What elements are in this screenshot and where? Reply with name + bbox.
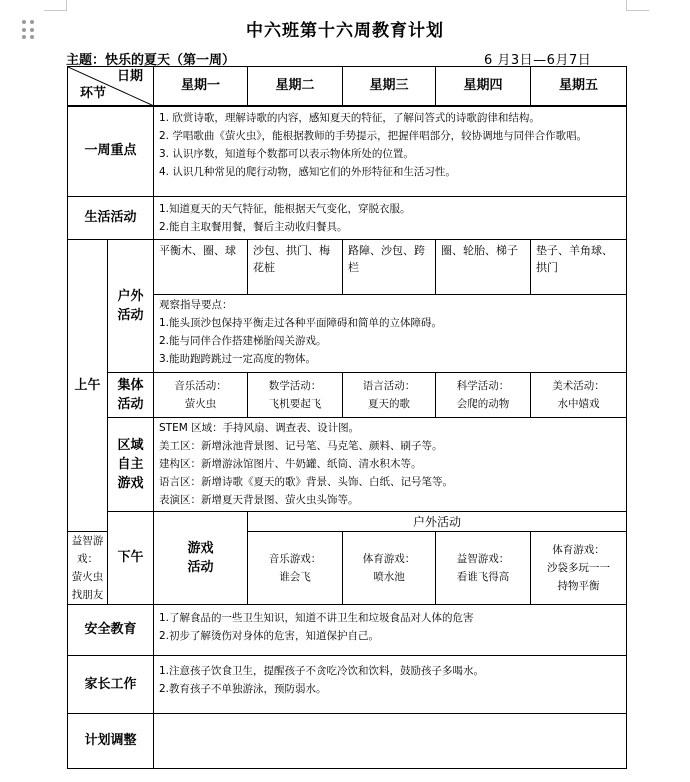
group-activity-cell (343, 373, 436, 418)
game-cell (531, 532, 627, 605)
guidance-line: 观察指导要点： (159, 299, 233, 311)
game-subject: 益智游戏： (71, 535, 104, 565)
safety-row (68, 605, 627, 656)
parents-row (68, 656, 627, 714)
day-wednesday: 星期三 (343, 67, 436, 106)
corner-segment-label: 环节 (80, 85, 107, 101)
region-line: 语言区：新增诗歌《夏天的歌》背景、头饰、白纸、记号笔等。 (159, 476, 453, 488)
game-topic: 看谁飞得高 (456, 571, 510, 583)
activity-subject: 语言活动： (362, 380, 416, 392)
outdoor-label (108, 240, 154, 373)
safety-content (154, 605, 627, 656)
region-line: STEM 区域：手持风扇、调查表、设计图。 (159, 422, 360, 434)
life-content (154, 197, 627, 240)
afternoon-outdoor-header: 户外活动 (248, 512, 627, 532)
equipment-cell (248, 240, 343, 295)
equipment-text: 沙包、拱门、梅花桩 (253, 244, 330, 274)
equipment-text: 圈、轮胎、梯子 (441, 244, 518, 257)
regions-content (154, 418, 627, 512)
safety-line: 2.初步了解烫伤对身体的危害，知道保护自己。 (159, 630, 380, 642)
regions-row (68, 418, 627, 512)
activity-subject: 音乐活动： (174, 380, 227, 392)
weekly-focus-content (154, 106, 627, 197)
plan-table (67, 66, 627, 769)
game-subject: 体育游戏： (552, 544, 605, 556)
life-line: 1.知道夏天的天气特征，能根据天气变化，穿脱衣服。 (159, 203, 411, 215)
theme-line: 主题：快乐的夏天（第一周） (66, 53, 236, 68)
game-cell (436, 532, 531, 605)
group-activity-cell (248, 373, 343, 418)
corner-cell (68, 67, 154, 106)
game-cell (248, 532, 343, 605)
weekly-focus-row (68, 106, 627, 197)
group-label (108, 373, 154, 418)
regions-label-text: 区域自主游戏 (117, 438, 144, 491)
day-friday: 星期五 (531, 67, 627, 106)
activity-subject: 科学活动： (456, 380, 510, 392)
life-row (68, 197, 627, 240)
region-line: 建构区：新增游泳馆图片、牛奶罐、纸筒、清水积木等。 (159, 458, 422, 470)
safety-line: 1.了解食品的一些卫生知识，知道不讲卫生和垃圾食品对人体的危害 (159, 612, 474, 624)
adjust-row (68, 714, 627, 769)
activity-subject: 美术活动： (552, 380, 605, 392)
afternoon-label: 下午 (108, 512, 154, 605)
regions-label (108, 418, 154, 512)
guidance-line: 3.能助跑跨跳过一定高度的物体。 (159, 353, 317, 365)
equipment-cell (436, 240, 531, 295)
game-topic: 谁会飞 (279, 571, 311, 583)
activity-topic: 夏天的歌 (368, 398, 410, 410)
game-topic: 持物平衡 (557, 580, 600, 592)
life-line: 2.能自主取餐用餐，餐后主动收归餐具。 (159, 221, 348, 233)
outdoor-label-text: 户外活动 (117, 289, 144, 323)
game-cell (68, 532, 108, 605)
game-subject: 体育游戏： (362, 553, 416, 565)
corner-day-label: 日期 (116, 69, 143, 84)
equipment-cell (154, 240, 248, 295)
day-tuesday: 星期二 (248, 67, 343, 106)
equipment-text: 平衡木、圈、球 (159, 244, 236, 257)
page-margin-marker (44, 0, 67, 11)
game-cell (343, 532, 436, 605)
parents-line: 2.教育孩子不单独游泳，预防弱水。 (159, 683, 327, 695)
group-activity-row (68, 373, 627, 418)
activity-topic: 水中嬉戏 (557, 398, 600, 410)
adjust-label: 计划调整 (68, 714, 154, 769)
group-activity-cell (436, 373, 531, 418)
day-monday: 星期一 (154, 67, 248, 106)
life-label: 生活活动 (68, 197, 154, 240)
equipment-text: 垫子、羊角球、拱门 (536, 244, 613, 274)
activity-topic: 会爬的动物 (456, 398, 510, 410)
group-activity-cell (154, 373, 248, 418)
group-activity-cell (531, 373, 627, 418)
parents-label: 家长工作 (68, 656, 154, 714)
focus-line: 4. 认识几种常见的爬行动物，感知它们的外形特征和生活习性。 (159, 165, 456, 178)
game-subject: 益智游戏： (456, 553, 510, 565)
group-label-text: 集体活动 (117, 378, 144, 412)
equipment-cell (531, 240, 627, 295)
guidance-line: 1.能头顶沙包保持平衡走过各种平面障碍和简单的立体障碍。 (159, 317, 443, 329)
document-title: 中六班第十六周教育计划 (246, 21, 444, 41)
region-line: 美工区：新增泳池背景图、记号笔、马克笔、颜料、刷子等。 (159, 440, 443, 452)
parents-line: 1.注意孩子饮食卫生，提醒孩子不贪吃冷饮和饮料，鼓励孩子多喝水。 (159, 665, 485, 677)
page-margin-marker (626, 0, 649, 11)
morning-label: 上午 (68, 240, 108, 532)
day-thursday: 星期四 (436, 67, 531, 106)
game-subject: 音乐游戏： (268, 553, 322, 565)
equipment-cell (343, 240, 436, 295)
activity-topic: 萤火虫 (184, 398, 217, 410)
guidance-line: 2.能与同伴合作搭建梯胎闯关游戏。 (159, 335, 327, 347)
focus-line: 3. 认识序数，知道每个数都可以表示物体所处的位置。 (159, 147, 414, 160)
region-line: 表演区：新增夏天背景图、萤火虫头饰等。 (159, 494, 359, 506)
outdoor-guidance (154, 295, 627, 373)
afternoon-header-row (68, 512, 627, 532)
games-label (154, 512, 248, 605)
equipment-text: 路障、沙包、跨栏 (348, 244, 425, 274)
outdoor-equipment-row (68, 240, 627, 295)
game-topic: 沙袋多玩一一 (547, 562, 610, 574)
adjust-content[interactable] (154, 714, 627, 769)
focus-line: 1. 欣赏诗歌，理解诗歌的内容，感知夏天的特征，了解问答式的诗歌韵律和结构。 (159, 111, 540, 124)
games-label-text: 游戏活动 (187, 541, 214, 575)
safety-label: 安全教育 (68, 605, 154, 656)
game-topic: 喷水池 (373, 571, 405, 583)
date-range: 6 月3日—6月7日 (484, 53, 592, 68)
weekly-focus-label: 一周重点 (68, 106, 154, 197)
activity-subject: 数学活动： (268, 380, 322, 392)
game-topic: 萤火虫找朋友 (71, 571, 104, 601)
activity-topic: 飞机要起飞 (268, 398, 322, 410)
focus-line: 2. 学唱歌曲《萤火虫》，能根据教师的手势提示，把握伴唱部分，较协调地与同伴合作歌唱。 (159, 129, 588, 142)
header-row (68, 67, 627, 106)
parents-content (154, 656, 627, 714)
